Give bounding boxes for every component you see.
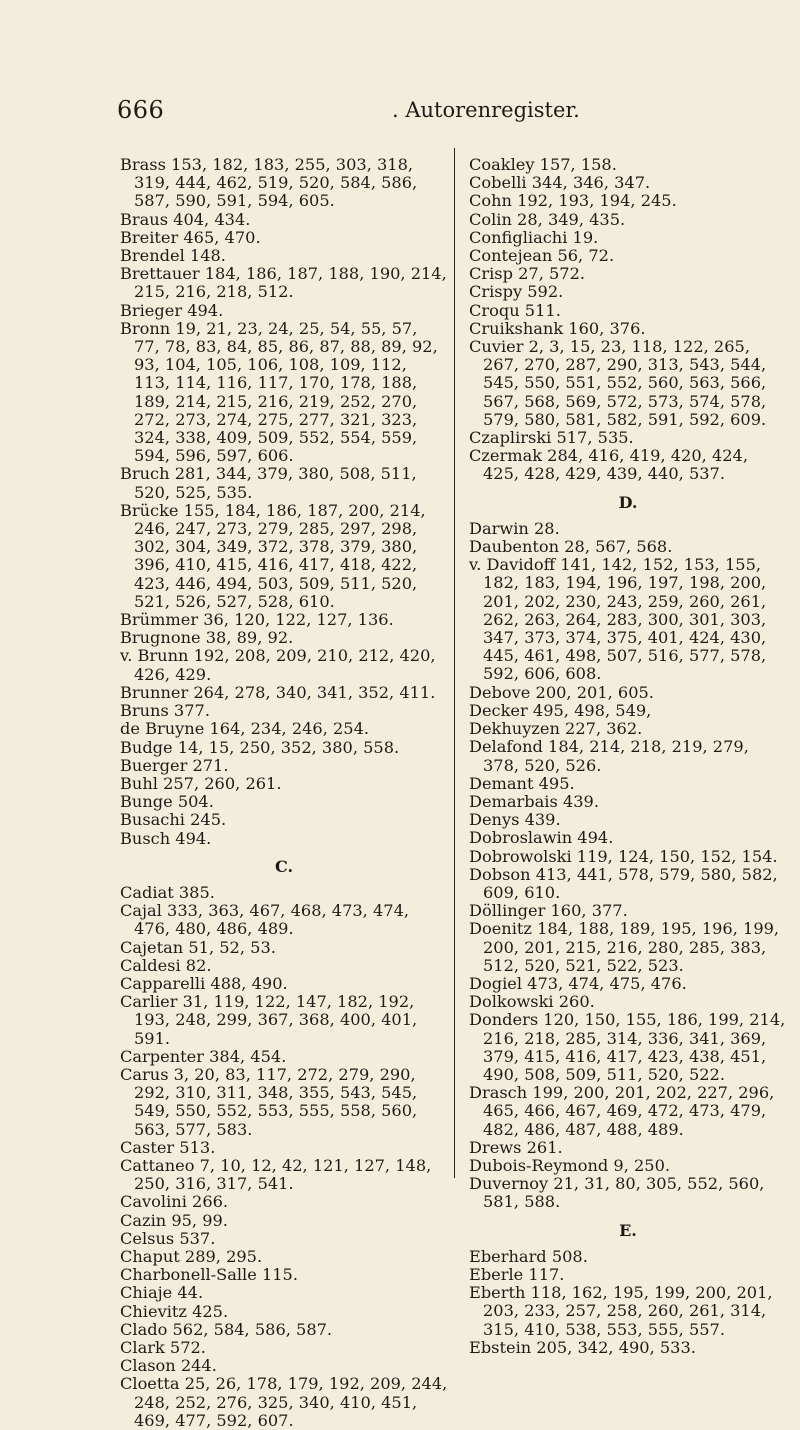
index-entry: Colin 28, 349, 435. (469, 209, 626, 229)
index-entry: Ebstein 205, 342, 490, 533. (469, 1337, 696, 1357)
column-divider (454, 148, 455, 1178)
index-entry: Drasch 199, 200, 201, 202, 227, 296, 465, 466, 467, 469, 472, 473, 479, 482, 486, 487, 488, 489. (469, 1083, 775, 1139)
index-entry: Brass 153, 182, 183, 255, 303, 318, 319, 444, 462, 519, 520, 584, 586, 587, 590, 591, 594, 605. (120, 155, 418, 211)
index-entry: Braus 404, 434. (120, 209, 251, 229)
index-entry: Busch 494. (120, 828, 212, 848)
section-heading: C. (274, 856, 294, 876)
index-entry: Caldesi 82. (120, 955, 212, 975)
index-entry: Brendel 148. (120, 246, 226, 266)
index-entry: Decker 495, 498, 549, (469, 700, 652, 720)
index-entry: Crisp 27, 572. (469, 264, 586, 284)
index-entry: Bunge 504. (120, 792, 214, 812)
index-entry: Doenitz 184, 188, 189, 195, 196, 199, 200, 201, 215, 216, 280, 285, 383, 512, 520, 521, 522, 523. (469, 919, 780, 975)
index-entry: Debove 200, 201, 605. (469, 682, 654, 702)
index-entry: Busachi 245. (120, 810, 227, 830)
running-title: . Autorenregister. (392, 98, 580, 122)
index-entry: Dogiel 473, 474, 475, 476. (469, 973, 687, 993)
index-entry: Chaput 289, 295. (120, 1246, 263, 1266)
index-entry: Dubois-Reymond 9, 250. (469, 1155, 671, 1175)
index-entry: Denys 439. (469, 810, 561, 830)
index-entry: Cloetta 25, 26, 178, 179, 192, 209, 244, 248, 252, 276, 325, 340, 410, 451, 469, 477, 592, 607. (120, 1374, 448, 1430)
index-entry: Brümmer 36, 120, 122, 127, 136. (120, 610, 394, 630)
index-entry: v. Davidoff 141, 142, 152, 153, 155, 182, 183, 194, 196, 197, 198, 200, 201, 202, 230, 243, 259, 260, 261, 262, 263, 264, 283, 300, 301, 303, 347, 373, 374, 375, 401, 424, 430, 445, 461, 498, 507, 516, 577, 578, 592, 606, 608. (469, 555, 767, 684)
index-entry: Cazin 95, 99. (120, 1210, 228, 1230)
index-entry: Dobrowolski 119, 124, 150, 152, 154. (469, 846, 778, 866)
index-entry: Carpenter 384, 454. (120, 1046, 287, 1066)
index-entry: Eberth 118, 162, 195, 199, 200, 201, 203, 233, 257, 258, 260, 261, 314, 315, 410, 538, 553, 555, 557. (469, 1283, 773, 1339)
index-entry: Brettauer 184, 186, 187, 188, 190, 214, 215, 216, 218, 512. (120, 264, 447, 302)
index-entry: Demant 495. (469, 773, 575, 793)
index-entry: Caster 513. (120, 1137, 216, 1157)
index-entry: Bruns 377. (120, 701, 210, 721)
index-entry: Croqu 511. (469, 300, 561, 320)
index-entry: Configliachi 19. (469, 227, 599, 247)
index-entry: Donders 120, 150, 155, 186, 199, 214, 216, 218, 285, 314, 336, 341, 369, 379, 415, 416, 417, 423, 438, 451, 490, 508, 509, 511, 520, 522. (469, 1010, 786, 1084)
index-entry: Carlier 31, 119, 122, 147, 182, 192, 193, 248, 299, 367, 368, 400, 401, 591. (120, 992, 418, 1048)
index-entry: Dolkowski 260. (469, 992, 595, 1012)
index-entry: Duvernoy 21, 31, 80, 305, 552, 560, 581, 588. (469, 1174, 765, 1212)
index-entry: Czaplirski 517, 535. (469, 428, 634, 448)
index-entry: Cuvier 2, 3, 15, 23, 118, 122, 265, 267, 270, 287, 290, 313, 543, 544, 545, 550, 551, 552, 560, 563, 566, 567, 568, 569, 572, 573, 574, 578, 579, 580, 581, 582, 591, 592, 609. (469, 337, 767, 429)
left-column (120, 156, 448, 1430)
index-entry: Budge 14, 15, 250, 352, 380, 558. (120, 737, 400, 757)
index-entry: Clado 562, 584, 586, 587. (120, 1319, 333, 1339)
index-entry: de Bruyne 164, 234, 246, 254. (120, 719, 370, 739)
index-entry: Brieger 494. (120, 300, 224, 320)
index-entry: Cohn 192, 193, 194, 245. (469, 191, 677, 211)
index-entry: v. Brunn 192, 208, 209, 210, 212, 420, 426, 429. (120, 646, 436, 684)
index-entry: Coakley 157, 158. (469, 155, 617, 174)
index-entry: Crispy 592. (469, 282, 564, 302)
index-entry: Dobson 413, 441, 578, 579, 580, 582, 609, 610. (469, 864, 778, 902)
page-number: 666 (117, 96, 165, 124)
index-entry: Breiter 465, 470. (120, 227, 261, 247)
index-entry: Drews 261. (469, 1137, 563, 1157)
index-entry: Charbonell-Salle 115. (120, 1265, 298, 1285)
index-entry: Capparelli 488, 490. (120, 973, 288, 993)
index-entry: Bronn 19, 21, 23, 24, 25, 54, 55, 57, 77, 78, 83, 84, 85, 86, 87, 88, 89, 92, 93, 104, 105, 106, 108, 109, 112, 113, 114, 116, 117, 170, 178, 188, 189, 214, 215, 216, 219, 252, 270, 272, 273, 274, 275, 277, 321, 323, 324, 338, 409, 509, 552, 554, 559, 594, 596, 597, 606. (120, 318, 438, 466)
index-entry: Chievitz 425. (120, 1301, 229, 1321)
index-entry: Delafond 184, 214, 218, 219, 279, 378, 520, 526. (469, 737, 749, 775)
index-entry: Buhl 257, 260, 261. (120, 773, 282, 793)
index-entry: Czermak 284, 416, 419, 420, 424, 425, 428, 429, 439, 440, 537. (469, 446, 748, 484)
index-entry: Brücke 155, 184, 186, 187, 200, 214, 246, 247, 273, 279, 285, 297, 298, 302, 304, 349, 372, 378, 379, 380, 396, 410, 415, 416, 417, 418, 422, 423, 446, 494, 503, 509, 511, 520, 521, 526, 527, 528, 610. (120, 500, 426, 611)
index-entry: Chiaje 44. (120, 1283, 204, 1303)
index-entry: Eberhard 508. (469, 1246, 588, 1266)
section-heading: D. (618, 492, 638, 512)
index-entry: Brugnone 38, 89, 92. (120, 628, 294, 648)
section-heading: E. (619, 1220, 637, 1240)
index-entry: Cattaneo 7, 10, 12, 42, 121, 127, 148, 250, 316, 317, 541. (120, 1155, 432, 1194)
right-column (469, 156, 787, 1357)
index-entry: Cajal 333, 363, 467, 468, 473, 474, 476, 480, 486, 489. (120, 901, 410, 939)
index-entry: Dekhuyzen 227, 362. (469, 719, 643, 739)
index-entry: Cobelli 344, 346, 347. (469, 173, 651, 193)
index-entry: Carus 3, 20, 83, 117, 272, 279, 290, 292, 310, 311, 348, 355, 543, 545, 549, 550, 552, 553, 555, 558, 560, 563, 577, 583. (120, 1064, 418, 1139)
index-entry: Bruch 281, 344, 379, 380, 508, 511, 520, 525, 535. (120, 464, 417, 502)
index-entry: Daubenton 28, 567, 568. (469, 537, 673, 557)
index-entry: Clark 572. (120, 1338, 206, 1357)
page-header (117, 96, 717, 126)
index-entry: Cadiat 385. (120, 882, 215, 902)
index-entry: Demarbais 439. (469, 791, 599, 811)
index-entry: Cruikshank 160, 376. (469, 318, 646, 338)
index-entry: Clason 244. (120, 1356, 217, 1376)
index-entry: Döllinger 160, 377. (469, 901, 628, 921)
index-entry: Buerger 271. (120, 755, 229, 775)
index-entry: Darwin 28. (469, 518, 560, 538)
index-entry: Contejean 56, 72. (469, 246, 615, 266)
index-entry: Cavolini 266. (120, 1192, 229, 1212)
index-entry: Brunner 264, 278, 340, 341, 352, 411. (120, 682, 436, 702)
index-entry: Dobroslawin 494. (469, 828, 614, 848)
index-entry: Celsus 537. (120, 1228, 216, 1248)
index-entry: Eberle 117. (469, 1264, 565, 1284)
index-entry: Cajetan 51, 52, 53. (120, 937, 276, 957)
